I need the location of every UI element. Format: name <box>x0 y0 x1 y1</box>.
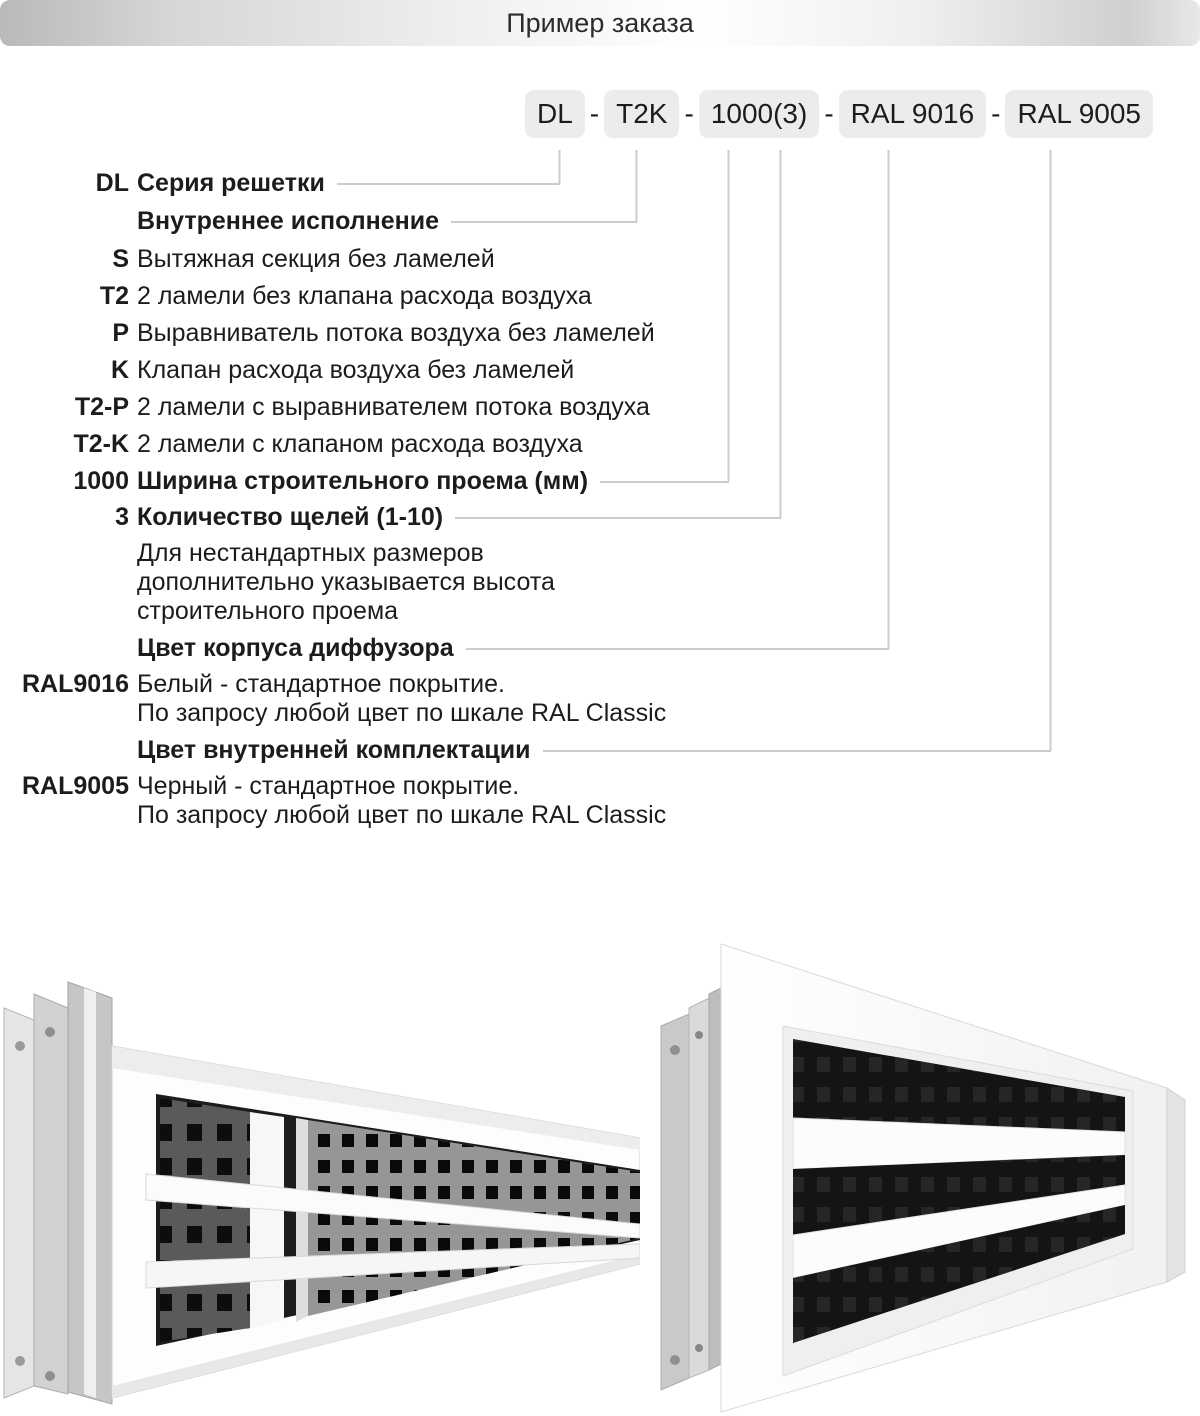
legend-code: T2 <box>99 282 129 310</box>
legend-note-line: строительного проема <box>137 597 399 625</box>
legend-label: Количество щелей (1-10) <box>137 502 444 531</box>
legend-label: Цвет корпуса диффузора <box>137 633 454 662</box>
legend-code <box>0 633 129 663</box>
legend-note-line: дополнительно указывается высота <box>137 568 555 596</box>
legend-code <box>0 206 129 236</box>
screw <box>15 1041 25 1051</box>
legend-label: По запросу любой цвет по шкале RAL Classic <box>137 801 667 829</box>
connector-line <box>455 517 781 519</box>
legend-row-width <box>0 466 729 496</box>
legend-label: Черный - стандартное покрытие. <box>137 772 520 800</box>
header-bar <box>0 0 1200 46</box>
legend-row-t2k <box>0 429 583 459</box>
legend-row-slots <box>0 502 781 532</box>
legend-row-body-color-heading <box>0 633 889 663</box>
code-segment-inner-color: RAL 9005 <box>1005 90 1153 138</box>
legend-label: Внутреннее исполнение <box>137 206 440 235</box>
connector-line <box>451 221 637 223</box>
code-separator: - <box>684 98 694 129</box>
legend-code: T2-K <box>73 430 129 458</box>
legend-label: Серия решетки <box>137 168 325 197</box>
legend-code: 3 <box>115 503 129 531</box>
code-separator: - <box>824 98 834 129</box>
code-segment-series: DL <box>525 90 585 138</box>
legend-row-k <box>0 355 574 385</box>
screw <box>45 1027 55 1037</box>
page-title: Пример заказа <box>506 7 694 38</box>
legend-code <box>0 735 129 765</box>
legend-label: Клапан расхода воздуха без ламелей <box>137 355 575 384</box>
code-separator: - <box>589 98 600 129</box>
screw <box>45 1371 55 1381</box>
legend-code: RAL9005 <box>22 772 129 800</box>
screw <box>695 1031 703 1039</box>
screw <box>15 1356 25 1366</box>
legend-label: 2 ламели без клапана расхода воздуха <box>137 281 592 310</box>
legend-code: DL <box>95 169 129 197</box>
legend-label: 2 ламели с клапаном расхода воздуха <box>137 429 583 458</box>
legend-code: P <box>112 319 129 347</box>
legend-code: T2-P <box>74 393 129 421</box>
legend-label: Белый - стандартное покрытие. <box>137 670 505 698</box>
screw <box>695 1344 703 1352</box>
legend-code: K <box>110 356 129 384</box>
diffuser-body <box>721 944 1185 1412</box>
code-segment-body-color: RAL 9016 <box>839 90 987 138</box>
connector-line <box>466 648 889 650</box>
legend-label: 2 ламели с выравнивателем потока воздуха <box>137 392 650 421</box>
screw <box>670 1355 680 1365</box>
legend-row-inner-color-heading <box>0 735 1051 765</box>
connector-line <box>543 750 1051 752</box>
frame-side-return <box>1167 1088 1185 1282</box>
connector-line <box>600 481 729 483</box>
legend-row-ral9005 <box>0 772 666 830</box>
legend-note-line: Для нестандартных размеров <box>137 539 484 567</box>
legend-row-t2 <box>0 281 592 311</box>
legend-code: RAL9016 <box>22 670 129 698</box>
connector-line <box>337 183 560 185</box>
screw <box>670 1045 680 1055</box>
legend-note <box>0 539 555 626</box>
legend-row-series <box>0 168 560 198</box>
legend-label: По запросу любой цвет по шкале RAL Classic <box>137 699 667 727</box>
legend-row-s <box>0 244 495 274</box>
legend-row-internal-heading <box>0 206 637 236</box>
legend-code: S <box>112 245 129 273</box>
diffuser-photo-side-view <box>0 946 640 1416</box>
order-code <box>525 90 1153 138</box>
diffuser-photo-front-view <box>655 930 1200 1416</box>
legend-row-p <box>0 318 655 348</box>
duct-flanges <box>661 988 721 1390</box>
legend-label: Цвет внутренней комплектации <box>137 735 531 764</box>
legend-label: Ширина строительного проема (мм) <box>137 466 589 495</box>
legend-label: Вытяжная секция без ламелей <box>137 244 495 273</box>
legend-code: 1000 <box>73 467 129 495</box>
code-segment-internal: T2K <box>604 90 679 138</box>
legend-label: Выравниватель потока воздуха без ламелей <box>137 318 655 347</box>
code-segment-width-slots: 1000(3) <box>699 90 820 138</box>
code-separator: - <box>991 98 1001 129</box>
legend-row-ral9016 <box>0 670 666 728</box>
duct-flanges <box>4 982 112 1404</box>
legend-row-t2p <box>0 392 650 422</box>
diffuser-body <box>112 1046 640 1398</box>
